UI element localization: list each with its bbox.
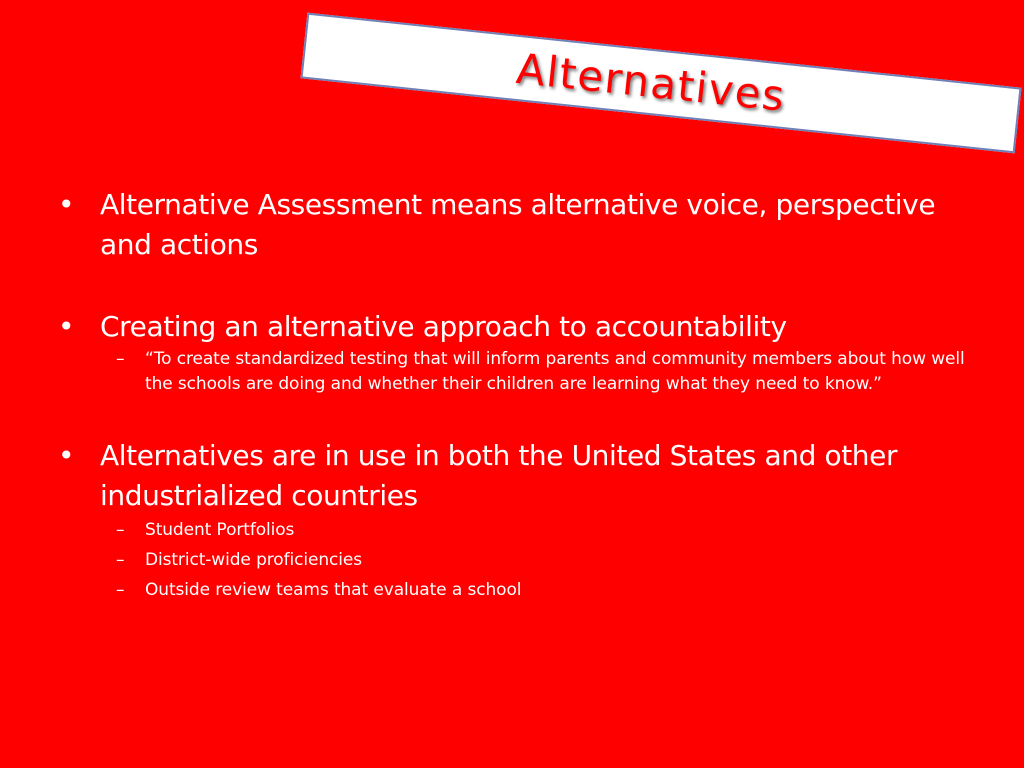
- sub-bullet-item: [58, 347, 968, 397]
- bullet-text: Alternative Assessment means alternative voice, perspective and actions: [100, 188, 936, 261]
- sub-bullet-text: “To create standardized testing that will inform parents and community members about how well the schools are doing and whether their children are learning what they need to know.”: [145, 349, 965, 394]
- bullet-marker: •: [58, 188, 75, 221]
- sub-bullet-item: [58, 578, 968, 603]
- slide-content: [58, 185, 968, 603]
- bullet-marker: •: [58, 310, 75, 343]
- sub-bullet-item: [58, 518, 968, 543]
- bullet-text: Creating an alternative approach to accountability: [100, 310, 787, 343]
- bullet-marker: •: [58, 439, 75, 472]
- bullet-text: Alternatives are in use in both the United States and other industrialized countries: [100, 439, 898, 512]
- sub-bullet-text: District-wide proficiencies: [145, 550, 362, 570]
- bullet-item: [58, 436, 968, 516]
- sub-bullet-marker: –: [116, 580, 125, 600]
- sub-bullet-marker: –: [116, 520, 125, 540]
- sub-bullet-text: Student Portfolios: [145, 520, 295, 540]
- sub-bullet-marker: –: [116, 349, 125, 369]
- bullet-item: [58, 185, 968, 265]
- slide-title: Alternatives: [514, 43, 789, 121]
- sub-bullet-text: Outside review teams that evaluate a school: [145, 580, 522, 600]
- title-box: [301, 13, 1022, 154]
- sub-bullet-item: [58, 548, 968, 573]
- sub-bullet-marker: –: [116, 550, 125, 570]
- bullet-item: [58, 307, 968, 347]
